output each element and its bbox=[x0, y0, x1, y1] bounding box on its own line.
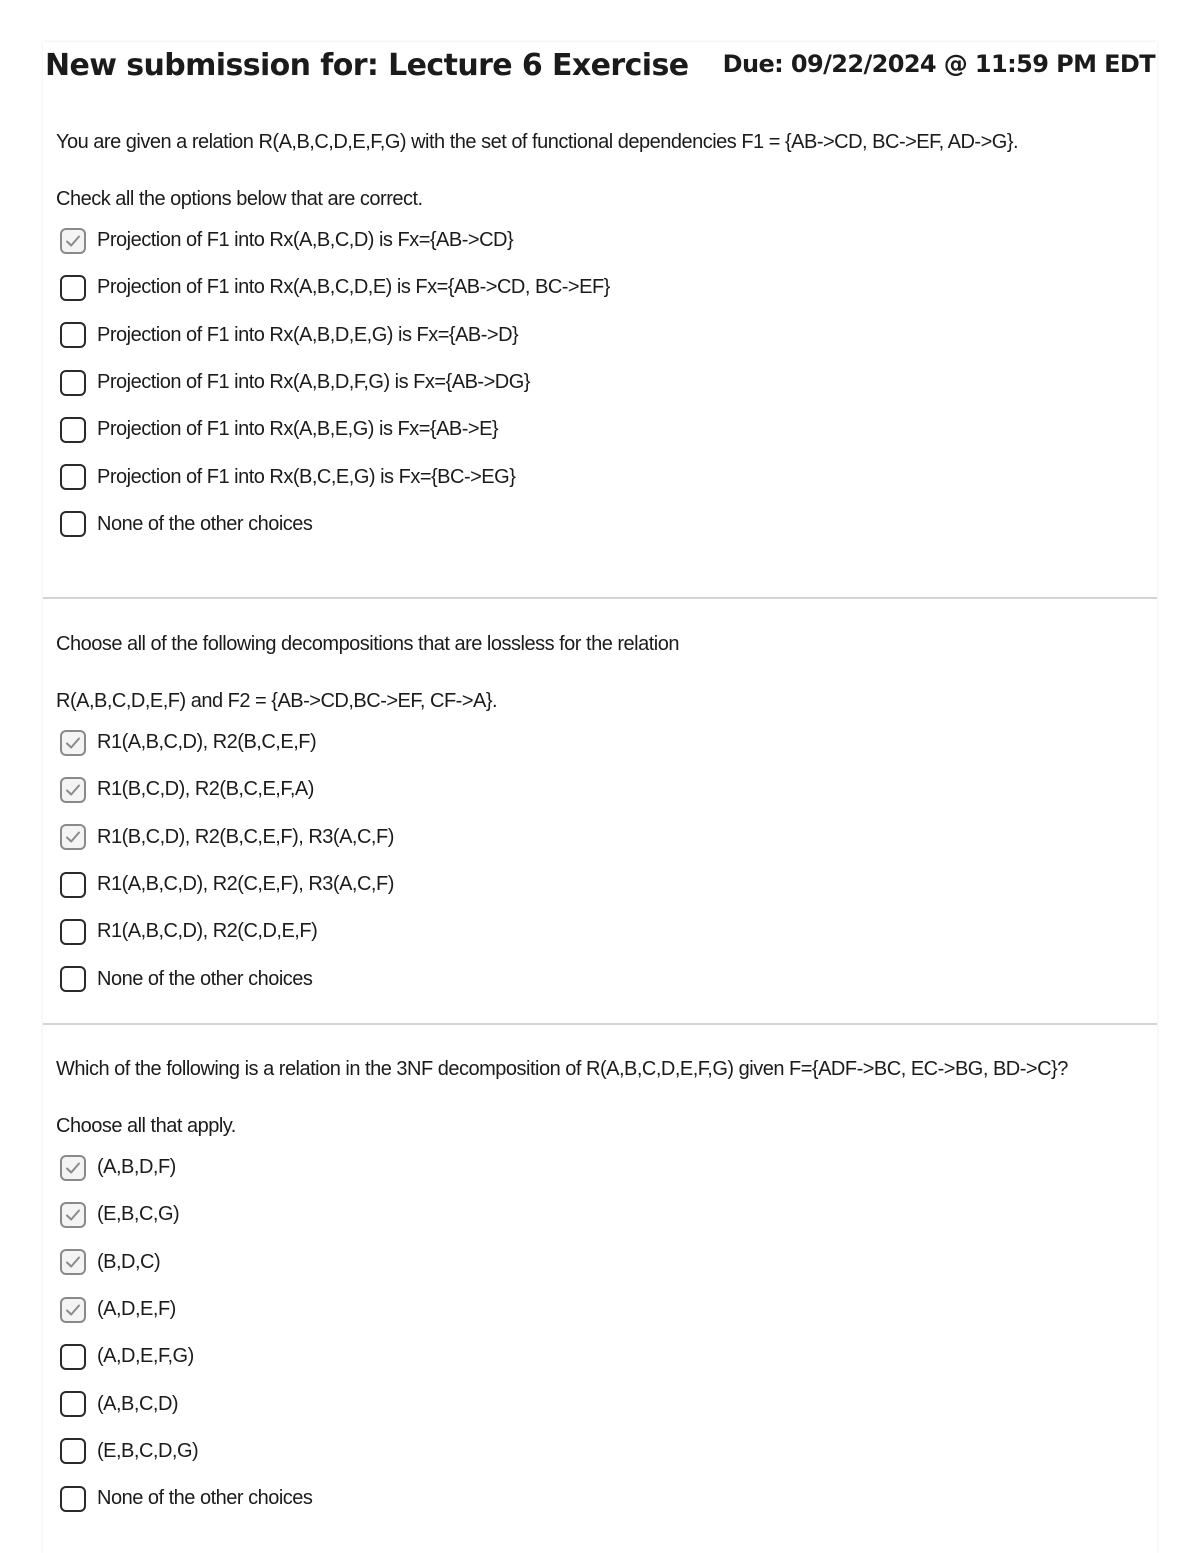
answer-option[interactable] bbox=[60, 501, 1157, 548]
option-label: Projection of F1 into Rx(A,B,E,G) is Fx={AB->E} bbox=[97, 418, 499, 441]
option-label: R1(A,B,C,D), R2(C,E,F), R3(A,C,F) bbox=[97, 873, 394, 896]
checkmark-icon bbox=[64, 828, 82, 846]
question-prompt: Choose all of the following decompositions that are lossless for the relation bbox=[56, 633, 679, 655]
checkbox-unchecked[interactable] bbox=[60, 1344, 86, 1370]
option-label: (A,B,C,D) bbox=[97, 1392, 179, 1415]
answer-option[interactable] bbox=[60, 955, 1157, 1002]
option-label: Projection of F1 into Rx(A,B,C,D) is Fx={AB->CD} bbox=[97, 229, 514, 252]
checkbox-checked[interactable] bbox=[60, 777, 86, 803]
option-list bbox=[60, 719, 1157, 1003]
checkbox-checked[interactable] bbox=[60, 1202, 86, 1228]
option-label: Projection of F1 into Rx(A,B,C,D,E) is Fx={AB->CD, BC->EF} bbox=[97, 276, 610, 299]
answer-option[interactable] bbox=[60, 1144, 1157, 1191]
answer-option[interactable] bbox=[60, 814, 1157, 861]
answer-option[interactable] bbox=[60, 861, 1157, 908]
question-prompt: Which of the following is a relation in the 3NF decomposition of R(A,B,C,D,E,F,G) given F={ADF->BC, EC->BG, BD->C}? bbox=[56, 1058, 1068, 1080]
answer-option[interactable] bbox=[60, 1380, 1157, 1427]
question-instruction: Check all the options below that are correct. bbox=[56, 188, 423, 210]
option-label: R1(A,B,C,D), R2(C,D,E,F) bbox=[97, 920, 318, 943]
answer-option[interactable] bbox=[60, 312, 1157, 359]
answer-option[interactable] bbox=[60, 264, 1157, 311]
option-label: None of the other choices bbox=[97, 967, 313, 990]
checkbox-checked[interactable] bbox=[60, 1249, 86, 1275]
answer-option[interactable] bbox=[60, 453, 1157, 500]
checkbox-checked[interactable] bbox=[60, 1155, 86, 1181]
option-label: Projection of F1 into Rx(A,B,D,E,G) is Fx={AB->D} bbox=[97, 323, 519, 346]
option-label: (E,B,C,G) bbox=[97, 1203, 180, 1226]
checkmark-icon bbox=[64, 1206, 82, 1224]
question-1 bbox=[43, 128, 1157, 548]
checkbox-unchecked[interactable] bbox=[60, 464, 86, 490]
checkbox-unchecked[interactable] bbox=[60, 370, 86, 396]
option-label: R1(B,C,D), R2(B,C,E,F), R3(A,C,F) bbox=[97, 825, 394, 848]
checkmark-icon bbox=[64, 1253, 82, 1271]
answer-option[interactable] bbox=[60, 908, 1157, 955]
checkbox-unchecked[interactable] bbox=[60, 322, 86, 348]
question-divider bbox=[43, 1023, 1157, 1025]
checkmark-icon bbox=[64, 1159, 82, 1177]
submission-page bbox=[43, 42, 1157, 1553]
checkbox-unchecked[interactable] bbox=[60, 872, 86, 898]
checkbox-checked[interactable] bbox=[60, 730, 86, 756]
answer-option[interactable] bbox=[60, 1428, 1157, 1475]
question-prompt: You are given a relation R(A,B,C,D,E,F,G) with the set of functional dependencies F1 = {AB->CD, BC->EF, AD->G}. bbox=[56, 131, 1019, 153]
checkmark-icon bbox=[64, 1301, 82, 1319]
option-list bbox=[60, 217, 1157, 548]
option-label: (E,B,C,D,G) bbox=[97, 1439, 199, 1462]
answer-option[interactable] bbox=[60, 766, 1157, 813]
checkbox-checked[interactable] bbox=[60, 824, 86, 850]
page-title: New submission for: Lecture 6 Exercise bbox=[45, 48, 689, 83]
question-2 bbox=[43, 630, 1157, 1003]
checkbox-unchecked[interactable] bbox=[60, 275, 86, 301]
answer-option[interactable] bbox=[60, 1239, 1157, 1286]
option-label: R1(A,B,C,D), R2(B,C,E,F) bbox=[97, 731, 317, 754]
checkbox-checked[interactable] bbox=[60, 1297, 86, 1323]
checkmark-icon bbox=[64, 734, 82, 752]
option-label: Projection of F1 into Rx(B,C,E,G) is Fx={BC->EG} bbox=[97, 465, 516, 488]
checkbox-unchecked[interactable] bbox=[60, 919, 86, 945]
checkmark-icon bbox=[64, 232, 82, 250]
question-3 bbox=[43, 1055, 1157, 1522]
option-label: (A,D,E,F) bbox=[97, 1298, 176, 1321]
option-label: (A,D,E,F,G) bbox=[97, 1345, 194, 1368]
option-label: None of the other choices bbox=[97, 1487, 313, 1510]
answer-option[interactable] bbox=[60, 1333, 1157, 1380]
checkbox-unchecked[interactable] bbox=[60, 417, 86, 443]
answer-option[interactable] bbox=[60, 719, 1157, 766]
answer-option[interactable] bbox=[60, 1191, 1157, 1238]
checkmark-icon bbox=[64, 781, 82, 799]
answer-option[interactable] bbox=[60, 217, 1157, 264]
checkbox-unchecked[interactable] bbox=[60, 511, 86, 537]
option-label: R1(B,C,D), R2(B,C,E,F,A) bbox=[97, 778, 314, 801]
question-instruction: Choose all that apply. bbox=[56, 1115, 236, 1137]
option-list bbox=[60, 1144, 1157, 1522]
page-header bbox=[43, 42, 1157, 102]
option-label: Projection of F1 into Rx(A,B,D,F,G) is Fx={AB->DG} bbox=[97, 371, 530, 394]
option-label: (A,B,D,F) bbox=[97, 1156, 176, 1179]
option-label: (B,D,C) bbox=[97, 1250, 161, 1273]
checkbox-unchecked[interactable] bbox=[60, 1486, 86, 1512]
answer-option[interactable] bbox=[60, 1475, 1157, 1522]
answer-option[interactable] bbox=[60, 406, 1157, 453]
question-divider bbox=[43, 597, 1157, 599]
answer-option[interactable] bbox=[60, 359, 1157, 406]
option-label: None of the other choices bbox=[97, 512, 313, 535]
checkbox-unchecked[interactable] bbox=[60, 1391, 86, 1417]
checkbox-unchecked[interactable] bbox=[60, 966, 86, 992]
due-date: Due: 09/22/2024 @ 11:59 PM EDT bbox=[722, 50, 1155, 78]
answer-option[interactable] bbox=[60, 1286, 1157, 1333]
checkbox-unchecked[interactable] bbox=[60, 1438, 86, 1464]
question-instruction: R(A,B,C,D,E,F) and F2 = {AB->CD,BC->EF, CF->A}. bbox=[56, 690, 498, 712]
checkbox-checked[interactable] bbox=[60, 228, 86, 254]
